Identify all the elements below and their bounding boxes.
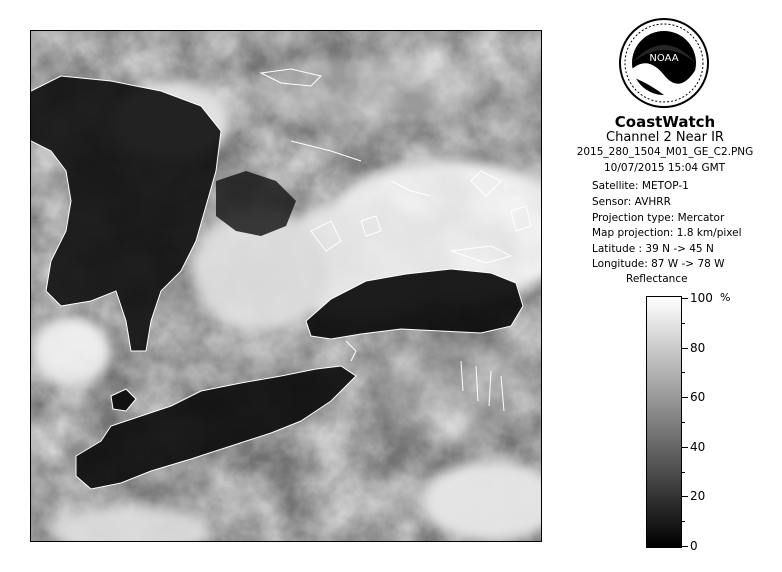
noaa-logo-icon [618,17,710,109]
map-projection-label: Map projection: 1.8 km/pixel [592,227,742,239]
colorbar-minor-tick [682,372,685,373]
colorbar-tick-label: 100 [690,291,713,305]
colorbar-minor-tick [682,472,685,473]
latitude-label: Latitude : 39 N -> 45 N [592,243,714,255]
colorbar-minor-tick [682,323,685,324]
product-title: CoastWatch [614,113,716,131]
colorbar-tick [682,397,688,398]
projection-type-label: Projection type: Mercator [592,212,725,224]
colorbar-tick-label: 80 [690,340,706,355]
scale-unit: % [720,291,731,304]
colorbar-tick [682,348,688,349]
colorbar-tick [682,546,688,547]
colorbar-minor-tick [682,521,685,522]
datetime-label: 10/07/2015 15:04 GMT [604,162,726,174]
satellite-label: Satellite: METOP-1 [592,180,689,192]
colorbar-tick [682,496,688,497]
scale-title: Reflectance [626,273,688,285]
reflectance-colorbar [646,296,682,548]
filename-label: 2015_280_1504_M01_GE_C2.PNG [576,146,754,158]
longitude-label: Longitude: 87 W -> 78 W [592,258,725,270]
satellite-image [31,31,542,542]
colorbar-tick-label: 0 [690,539,698,553]
channel-label: Channel 2 Near IR [606,130,724,145]
colorbar-tick [682,298,688,299]
colorbar-tick-label: 60 [690,390,706,405]
noaa-logo-text: NOAA [649,53,679,64]
sensor-label: Sensor: AVHRR [592,196,671,208]
colorbar-tick-label: 40 [690,439,706,454]
satellite-image-panel [30,30,542,542]
colorbar-tick-label: 20 [690,489,706,504]
colorbar-tick [682,447,688,448]
colorbar-minor-tick [682,422,685,423]
